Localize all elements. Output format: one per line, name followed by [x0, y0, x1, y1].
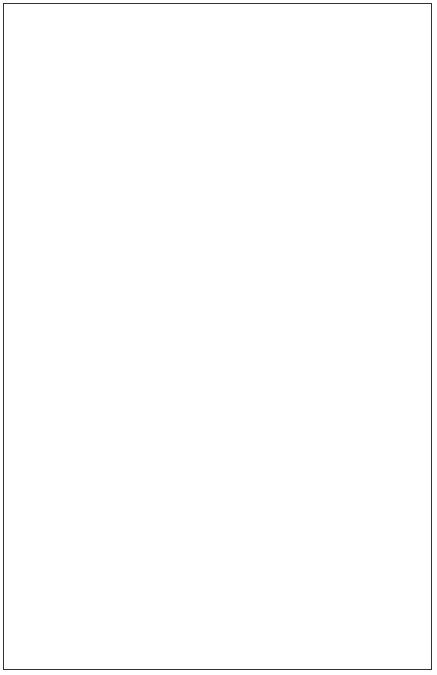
- page-border: [3, 3, 432, 670]
